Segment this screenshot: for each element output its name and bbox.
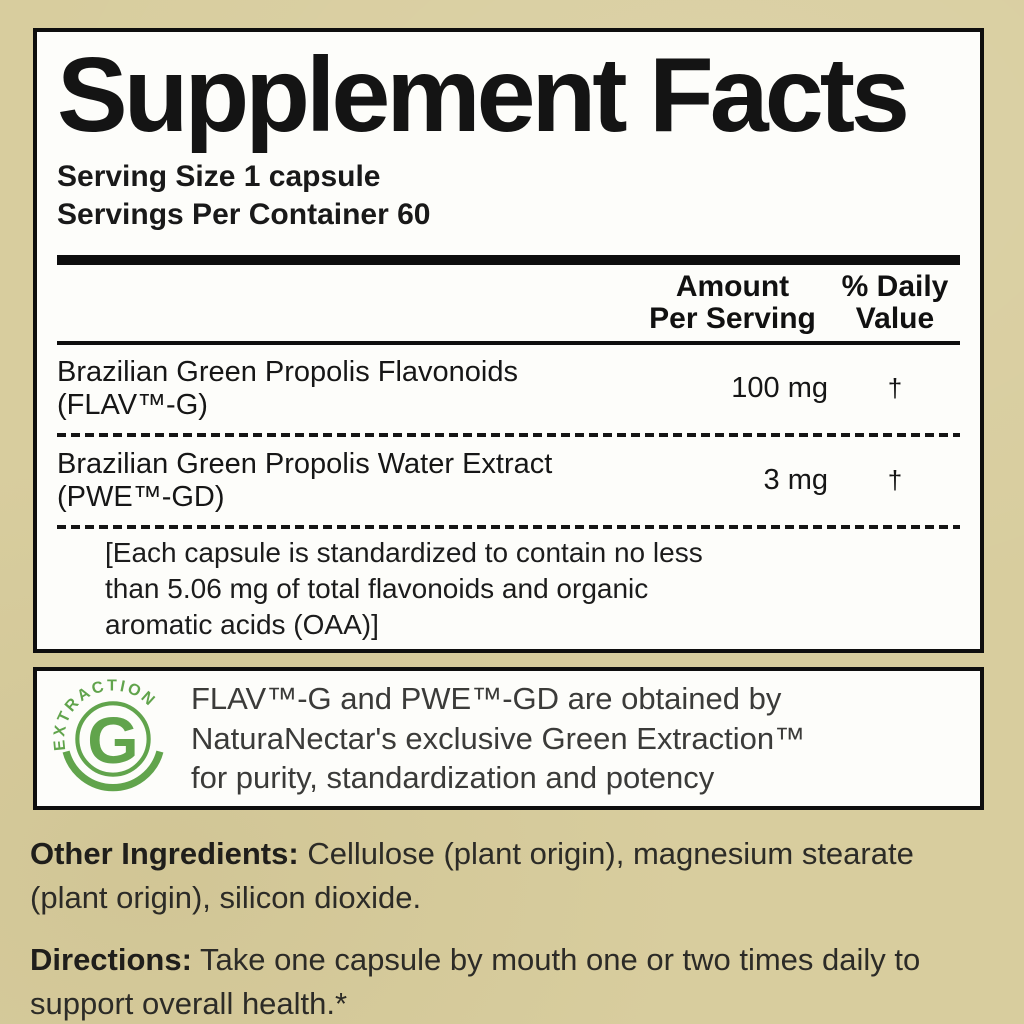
standardization-note [57, 529, 960, 652]
servings-per-container: Servings Per Container 60 [57, 197, 431, 231]
extraction-line: NaturaNectar's exclusive Green Extraction™ [191, 720, 806, 756]
daily-value-header [830, 271, 960, 335]
extraction-line: for purity, standardization and potency [191, 760, 715, 796]
thick-rule-top [57, 255, 960, 265]
panel-title: Supplement Facts [57, 36, 906, 154]
green-extraction-logo [51, 677, 175, 801]
other-ingredients-label: Other Ingredients: [30, 836, 299, 871]
ingredient-row-water-extract [57, 437, 960, 525]
ingredient-dv-dagger: † [887, 373, 903, 404]
ingredient-dv-dagger: † [887, 465, 903, 496]
extraction-arc-text: EXTRACTION [51, 677, 160, 752]
amount-header-line1: Amount [675, 270, 790, 303]
extraction-line: FLAV™-G and PWE™-GD are obtained by [191, 681, 782, 717]
extraction-logo-svg [51, 677, 175, 801]
other-ingredients-text: Cellulose (plant origin), magnesium stearate (plant origin), silicon dioxide. [30, 836, 914, 916]
directions-paragraph [30, 938, 996, 1024]
ingredient-name: Brazilian Green Propolis Water Extract (PWE™-GD) [57, 447, 553, 513]
other-ingredients-paragraph [30, 832, 996, 920]
note-line: aromatic acids (OAA)] [105, 609, 379, 641]
directions-label: Directions: [30, 942, 192, 977]
directions-text: Take one capsule by mouth one or two times daily to support overall health.* [30, 942, 921, 1022]
note-line: than 5.06 mg of total flavonoids and organic [105, 572, 649, 604]
supplement-facts-panel [33, 28, 984, 653]
extraction-g-letter: G [87, 703, 139, 778]
ingredient-name: Brazilian Green Propolis Flavonoids (FLAV™-G) [57, 355, 518, 421]
table-header-row [57, 265, 960, 341]
serving-info [57, 158, 960, 233]
dv-header-line2: Value [855, 301, 935, 335]
extraction-statement [191, 679, 805, 797]
ingredient-row-flavonoids [57, 345, 960, 433]
amount-per-serving-header [635, 271, 830, 335]
ingredient-amount: 3 mg [763, 464, 828, 497]
dv-header-line1: % Daily [841, 270, 949, 303]
green-extraction-panel [33, 667, 984, 810]
amount-header-line2: Per Serving [649, 301, 816, 335]
serving-size: Serving Size 1 capsule [57, 160, 381, 193]
ingredient-amount: 100 mg [731, 372, 828, 405]
note-line: [Each capsule is standardized to contain no less [105, 536, 703, 568]
